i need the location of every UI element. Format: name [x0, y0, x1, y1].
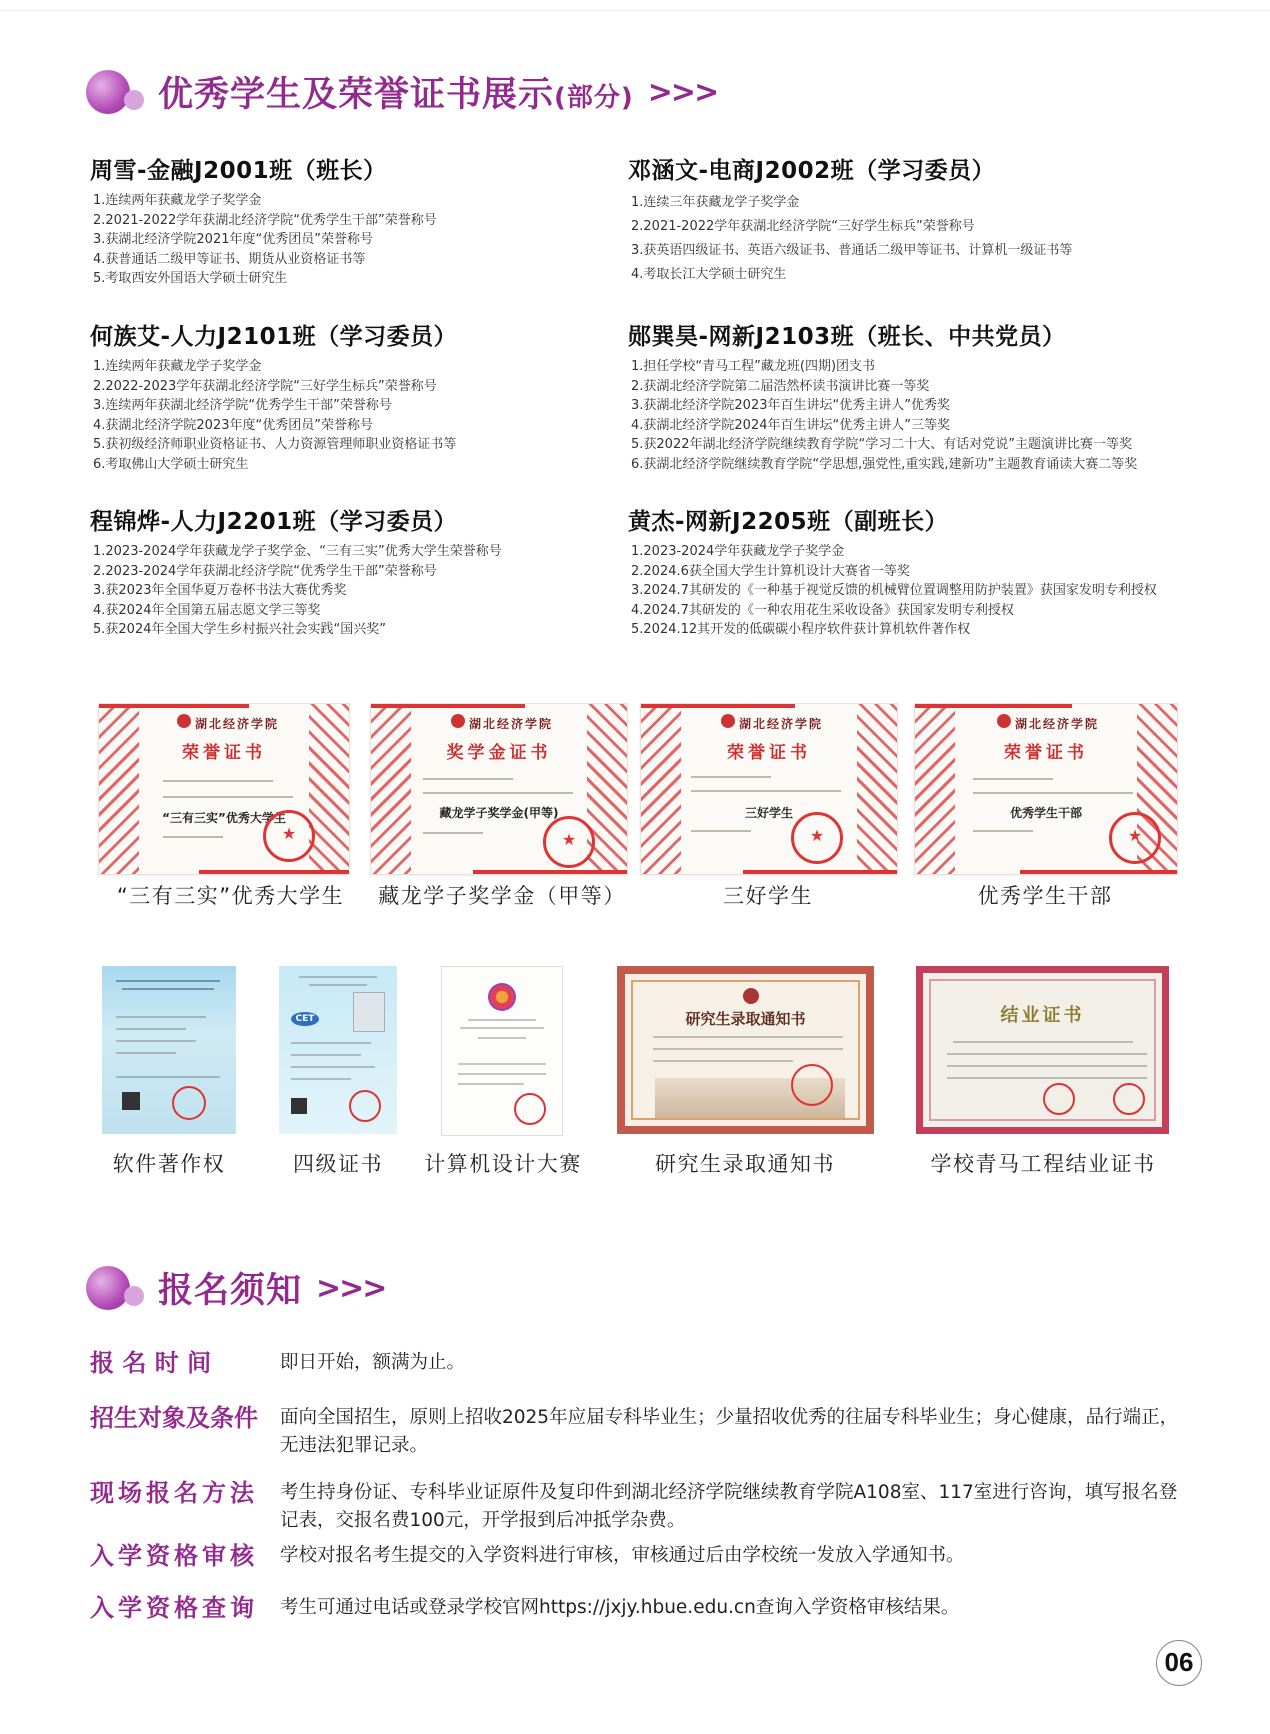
section-header-honors	[86, 62, 717, 122]
achievement-item: 4.2024.7其研发的《一种农用花生采收设备》获国家发明专利授权	[631, 602, 1014, 618]
certificate-image	[279, 966, 397, 1134]
student-card	[90, 503, 650, 640]
seal-icon	[791, 812, 843, 864]
seal-icon	[543, 816, 595, 868]
certificate-caption: 藏龙学子奖学金（甲等）	[378, 884, 626, 908]
seal-icon	[514, 1093, 546, 1125]
seal-icon	[263, 810, 315, 862]
student-card	[628, 318, 1228, 474]
info-row	[90, 1477, 1190, 1535]
seal-icon	[1113, 1083, 1145, 1115]
seal-icon	[349, 1090, 381, 1122]
certificate-caption: 学校青马工程结业证书	[930, 1152, 1156, 1176]
achievement-item: 6.获湖北经济学院继续教育学院“学思想,强党性,重实践,建新功”主题教育诵读大赛二等奖	[631, 456, 1138, 472]
bullet-dots-icon	[86, 68, 146, 116]
certificate-title: 结业证书	[1000, 1005, 1085, 1026]
achievement-item: 5.获2024年全国大学生乡村振兴社会实践“国兴奖”	[93, 622, 386, 637]
info-text: 考生可通过电话或登录学校官网https://jxjy.hbue.edu.cn查询入学资格审核结果。	[280, 1597, 960, 1618]
info-label: 现场报名方法	[90, 1479, 258, 1507]
section-header-registration	[86, 1258, 385, 1318]
achievement-item: 3.获2023年全国华夏万卷杯书法大赛优秀奖	[93, 583, 347, 598]
seal-icon	[791, 1064, 833, 1106]
top-rule	[0, 0, 1270, 11]
seal-icon	[1043, 1083, 1075, 1115]
achievement-item: 5.2024.12其开发的低碳碳小程序软件获计算机软件著作权	[631, 622, 971, 637]
achievement-item: 5.获初级经济师职业资格证书、人力资源管理师职业资格证书等	[93, 437, 457, 452]
chevrons-icon: >>>	[647, 74, 718, 110]
certificate-title: 荣誉证书	[727, 743, 811, 763]
info-row	[90, 1592, 1190, 1624]
achievement-item: 2.获湖北经济学院第二届浩然杯读书演讲比赛一等奖	[631, 378, 930, 394]
achievement-item: 4.获湖北经济学院2024年百生讲坛“优秀主讲人”三等奖	[631, 417, 950, 433]
school-name: 湖北经济学院	[739, 717, 824, 731]
student-name: 程锦烨-人力J2201班（学习委员）	[90, 509, 458, 535]
certificate-award: 藏龙学子奖学金(甲等)	[439, 806, 559, 820]
achievement-item: 4.获2024年全国第五届志愿文学三等奖	[93, 602, 321, 618]
student-card	[628, 152, 1188, 287]
seal-icon	[1109, 812, 1161, 864]
achievement-item: 1.2023-2024学年获藏龙学子奖学金、“三有三实”优秀大学生荣誉称号	[93, 544, 502, 559]
contest-logo-icon	[488, 983, 516, 1011]
info-label: 入学资格审核	[90, 1542, 258, 1570]
student-card	[90, 152, 650, 289]
chevrons-icon: >>>	[316, 1270, 386, 1306]
info-label: 入学资格查询	[90, 1594, 258, 1622]
student-name: 何族艾-人力J2101班（学习委员）	[90, 324, 458, 350]
qr-code-icon	[291, 1098, 307, 1114]
student-name: 周雪-金融J2001班（班长）	[90, 158, 387, 184]
achievement-item: 5.获2022年湖北经济学院继续教育学院“学习二十大、有话对党说”主题演讲比赛一等奖	[631, 437, 1132, 452]
achievement-item: 4.获湖北经济学院2023年度“优秀团员”荣誉称号	[93, 417, 373, 433]
school-name: 湖北经济学院	[469, 717, 554, 731]
achievement-item: 4.获普通话二级甲等证书、期货从业资格证书等	[93, 251, 366, 267]
info-row	[90, 1402, 1190, 1460]
certificate-caption: 研究生录取通知书	[655, 1152, 835, 1176]
achievement-item: 2.2024.6获全国大学生计算机设计大赛省一等奖	[631, 563, 910, 579]
achievement-item: 1.连续两年获藏龙学子奖学金	[93, 359, 262, 374]
photo-placeholder	[353, 992, 385, 1032]
certificate-caption: 软件著作权	[112, 1152, 226, 1176]
certificate-award: 优秀学生干部	[1009, 806, 1082, 820]
qr-code-icon	[122, 1092, 140, 1110]
school-emblem-icon	[743, 988, 759, 1004]
certificate-caption: 三好学生	[723, 884, 813, 908]
student-name: 邓涵文-电商J2002班（学习委员）	[628, 158, 996, 184]
info-label: 报 名 时 间	[90, 1349, 212, 1377]
certificate-title: 荣誉证书	[182, 743, 266, 763]
student-name: 黄杰-网新J2205班（副班长）	[628, 509, 949, 535]
page-number: 06	[1146, 1640, 1212, 1686]
certificate-title: 荣誉证书	[1004, 743, 1088, 763]
achievement-item: 1.2023-2024学年获藏龙学子奖学金	[631, 544, 845, 559]
info-text: 学校对报名考生提交的入学资料进行审核，审核通过后由学校统一发放入学通知书。	[280, 1545, 965, 1566]
certificate-title: 研究生录取通知书	[685, 1010, 806, 1028]
achievement-item: 3.获湖北经济学院2023年百生讲坛“优秀主讲人”优秀奖	[631, 398, 950, 413]
achievement-item: 1.连续三年获藏龙学子奖学金	[631, 195, 800, 210]
certificate-image	[914, 703, 1178, 875]
achievement-item: 5.考取西安外国语大学硕士研究生	[93, 271, 288, 286]
achievement-item: 1.连续两年获藏龙学子奖学金	[93, 193, 262, 208]
student-name: 郧巽昊-网新J2103班（班长、中共党员）	[628, 324, 1066, 350]
info-row	[90, 1540, 1190, 1572]
school-name: 湖北经济学院	[1015, 717, 1100, 731]
certificate-image	[617, 966, 874, 1134]
info-text: 即日开始，额满为止。	[280, 1352, 466, 1373]
achievement-item: 6.考取佛山大学硕士研究生	[93, 456, 249, 472]
achievement-item: 1.担任学校“青马工程”藏龙班(四期)团支书	[631, 359, 876, 374]
achievement-item: 3.2024.7其研发的《一种基于视觉反馈的机械臂位置调整用防护装置》获国家发明专利授权	[631, 583, 1157, 598]
certificate-award: “三有三实”优秀大学生	[162, 811, 286, 825]
certificate-image	[98, 703, 350, 875]
info-text: 考生持身份证、专科毕业证原件及复印件到湖北经济学院继续教育学院A108室、117室进行咨询，填写报名登记表，交报名费100元，开学报到后冲抵学杂费。	[280, 1482, 1178, 1531]
achievement-item: 3.获湖北经济学院2021年度“优秀团员”荣誉称号	[93, 232, 373, 247]
certificate-caption: 四级证书	[293, 1152, 383, 1176]
certificate-image	[102, 966, 236, 1134]
info-text: 面向全国招生，原则上招收2025年应届专科毕业生；少量招收优秀的往届专科毕业生；身心健康，品行端正，无违法犯罪记录。	[280, 1407, 1179, 1456]
info-label: 招生对象及条件	[90, 1404, 258, 1432]
achievement-item: 3.连续两年获湖北经济学院“优秀学生干部”荣誉称号	[93, 398, 392, 413]
student-card	[90, 318, 650, 474]
achievement-item: 2.2021-2022学年获湖北经济学院“三好学生标兵”荣誉称号	[631, 219, 975, 234]
achievement-item: 4.考取长江大学硕士研究生	[631, 267, 787, 282]
certificate-title: 奖学金证书	[446, 743, 552, 763]
section-title: 报名须知	[158, 1271, 303, 1311]
certificate-award: 三好学生	[744, 806, 793, 820]
achievement-item: 2.2023-2024学年获湖北经济学院“优秀学生干部”荣誉称号	[93, 563, 437, 579]
certificate-image	[370, 703, 628, 875]
bullet-dots-icon	[86, 1264, 146, 1312]
achievement-item: 2.2021-2022学年获湖北经济学院“优秀学生干部”荣誉称号	[93, 212, 437, 228]
cet-logo-icon: CET	[291, 1012, 319, 1026]
achievement-item: 2.2022-2023学年获湖北经济学院“三好学生标兵”荣誉称号	[93, 378, 437, 394]
certificate-image	[640, 703, 898, 875]
certificate-caption: 计算机设计大赛	[424, 1152, 582, 1176]
certificate-image	[441, 966, 563, 1136]
student-card	[628, 503, 1228, 640]
seal-icon	[172, 1086, 206, 1120]
section-title: 优秀学生及荣誉证书展示(部分)	[158, 75, 634, 115]
info-row	[90, 1347, 1190, 1379]
achievement-item: 3.获英语四级证书、英语六级证书、普通话二级甲等证书、计算机一级证书等	[631, 243, 1073, 258]
school-name: 湖北经济学院	[195, 717, 280, 731]
certificate-image	[916, 966, 1169, 1134]
certificate-caption: “三有三实”优秀大学生	[116, 884, 345, 908]
certificate-caption: 优秀学生干部	[977, 884, 1113, 908]
